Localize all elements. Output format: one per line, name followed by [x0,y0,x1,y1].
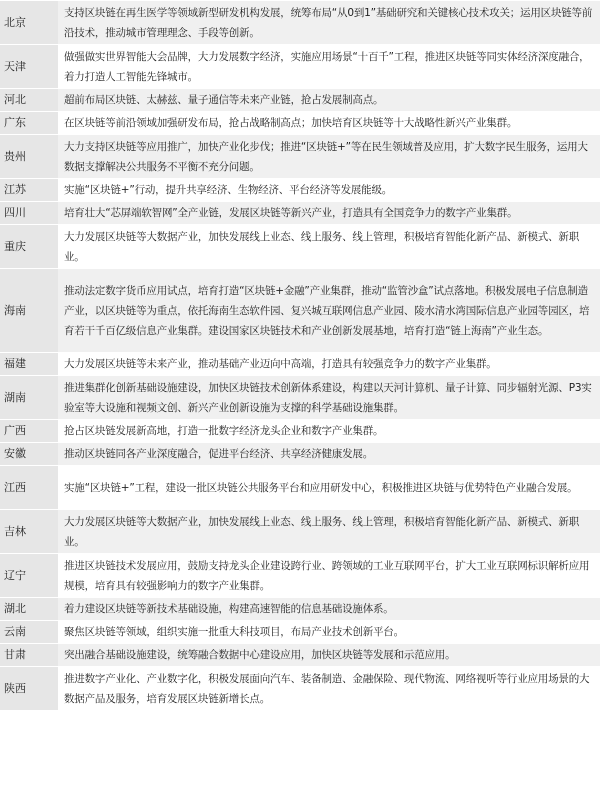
region-cell: 云南 [0,621,58,644]
policy-text-cell: 大力支持区块链等应用推广，加快产业化步伐；推进“区块链+”等在民生领域普及应用，扩大数字民生服务，运用大数据支撑解决公共服务不平衡不充分问题。 [58,135,600,179]
table-row [0,1,600,45]
policy-text-cell: 大力发展区块链等大数据产业，加快发展线上业态、线上服务、线上管理，积极培育智能化新产品、新模式、新职业。 [58,225,600,269]
region-cell: 安徽 [0,443,58,466]
region-cell: 四川 [0,202,58,225]
policy-text-cell: 突出融合基础设施建设，统筹融合数据中心建设应用，加快区块链等发展和示范应用。 [58,644,600,667]
table-row [0,667,600,711]
policy-text-cell: 着力建设区块链等新技术基础设施，构建高速智能的信息基础设施体系。 [58,598,600,621]
table-row [0,554,600,598]
region-cell: 广西 [0,420,58,443]
region-cell: 江苏 [0,179,58,202]
table-row [0,112,600,135]
policy-text-cell: 大力发展区块链等大数据产业，加快发展线上业态、线上服务、线上管理，积极培育智能化新产品、新模式、新职业。 [58,510,600,554]
policy-text-cell: 实施“区块链+”工程，建设一批区块链公共服务平台和应用研发中心，积极推进区块链与优势特色产业融合发展。 [58,466,600,510]
table-row [0,179,600,202]
table-row [0,443,600,466]
table-row [0,353,600,376]
region-cell: 辽宁 [0,554,58,598]
region-cell: 贵州 [0,135,58,179]
region-cell: 江西 [0,466,58,510]
table-row [0,269,600,353]
region-cell: 海南 [0,269,58,353]
policy-text-cell: 推动区块链同各产业深度融合，促进平台经济、共享经济健康发展。 [58,443,600,466]
table-row [0,598,600,621]
policy-text-cell: 做强做实世界智能大会品牌，大力发展数字经济，实施应用场景“十百千”工程，推进区块链等同实体经济深度融合，着力打造人工智能先锋城市。 [58,45,600,89]
table-row [0,510,600,554]
policy-text-cell: 聚焦区块链等领域，组织实施一批重大科技项目，布局产业技术创新平台。 [58,621,600,644]
table-row [0,89,600,112]
policy-text-cell: 推进区块链技术发展应用，鼓励支持龙头企业建设跨行业、跨领域的工业互联网平台，扩大工业互联网标识解析应用规模，培育具有较强影响力的数字产业集群。 [58,554,600,598]
policy-text-cell: 推动法定数字货币应用试点，培育打造“区块链+金融”产业集群，推动“监管沙盒”试点落地。积极发展电子信息制造产业，以区块链等为重点，依托海南生态软件园、复兴城互联网信息产业园、陵水清水湾国际信息产业园等园区，培育若干千百亿级信息产业集群。建设国家区块链技术和产业创新发展基地，培育打造“链上海南”产业生态。 [58,269,600,353]
region-cell: 陕西 [0,667,58,711]
policy-text-cell: 在区块链等前沿领域加强研发布局，抢占战略制高点；加快培育区块链等十大战略性新兴产业集群。 [58,112,600,135]
region-cell: 湖北 [0,598,58,621]
policy-text-cell: 推进数字产业化、产业数字化，积极发展面向汽车、装备制造、金融保险、现代物流、网络视听等行业应用场景的大数据产品及服务，培育发展区块链新增长点。 [58,667,600,711]
table-row [0,420,600,443]
policy-text-cell: 实施“区块链+”行动，提升共享经济、生物经济、平台经济等发展能级。 [58,179,600,202]
table-row [0,376,600,420]
policy-text-cell: 支持区块链在再生医学等领域新型研发机构发展，统筹布局“从0到1”基础研究和关键核心技术攻关；运用区块链等前沿技术，推动城市管理理念、手段等创新。 [58,1,600,45]
table-row [0,202,600,225]
policy-text-cell: 大力发展区块链等未来产业，推动基础产业迈向中高端，打造具有较强竞争力的数字产业集群。 [58,353,600,376]
table-row [0,225,600,269]
policy-text-cell: 超前布局区块链、太赫兹、量子通信等未来产业链，抢占发展制高点。 [58,89,600,112]
table-row [0,466,600,510]
region-cell: 甘肃 [0,644,58,667]
policy-text-cell: 培育壮大“芯屏端软智网”全产业链，发展区块链等新兴产业，打造具有全国竞争力的数字产业集群。 [58,202,600,225]
table-row [0,135,600,179]
region-cell: 吉林 [0,510,58,554]
policy-table-body [0,1,600,711]
region-cell: 河北 [0,89,58,112]
policy-text-cell: 推进集群化创新基础设施建设，加快区块链技术创新体系建设，构建以天河计算机、量子计算、同步辐射光源、P3实验室等大设施和视频文创、新兴产业创新设施为支撑的科学基础设施集群。 [58,376,600,420]
region-cell: 湖南 [0,376,58,420]
policy-text-cell: 抢占区块链发展新高地，打造一批数字经济龙头企业和数字产业集群。 [58,420,600,443]
region-cell: 福建 [0,353,58,376]
region-cell: 北京 [0,1,58,45]
table-row [0,621,600,644]
region-cell: 广东 [0,112,58,135]
region-cell: 重庆 [0,225,58,269]
table-row [0,45,600,89]
region-cell: 天津 [0,45,58,89]
table-row [0,644,600,667]
